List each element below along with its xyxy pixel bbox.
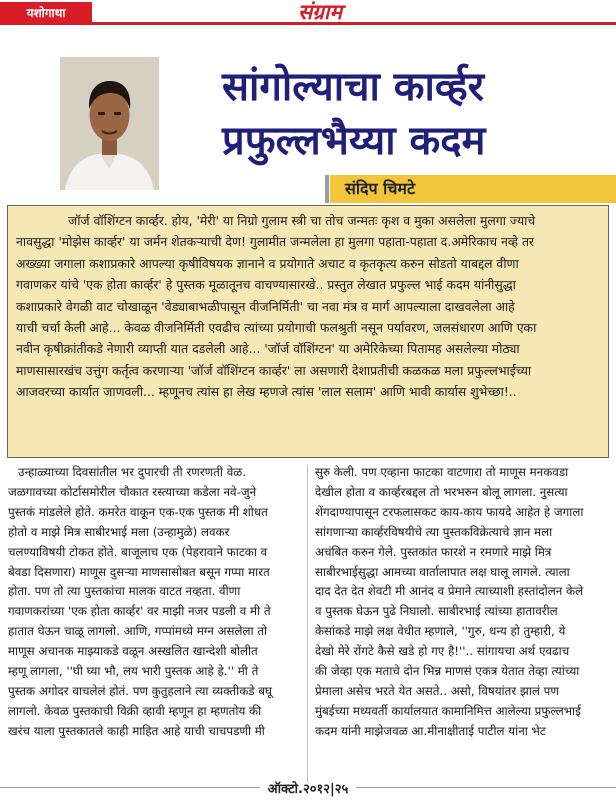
intro-line: जॉर्ज वॉशिंग्टन कार्व्हर. होय, 'मेरी' या निग्रो गुलाम स्त्री चा तोच जन्मतः कृश व मुका असलेला मुलगा ज्याचे (68, 213, 536, 228)
body-line: केसांकडे माझे लक्ष वेधीत म्हणाले, ''गुरु, धन्य हो तुम्हारी, ये (315, 624, 566, 639)
body-line: बेवडा दिसणारा) माणूस दुसऱ्या माणसासोबत बसून गप्पा मारत (8, 564, 270, 579)
intro-line: नवीन कृषीक्रांतीकडे नेणारी व्याप्ती यात दडलेली आहे... 'जॉर्ज वॉशिंग्टन' या अमेरिकेच्या पितामह असलेल्या मोठ्या (16, 341, 520, 357)
article-title (222, 60, 592, 168)
page-number: ऑक्टो.२०१२|२५ (260, 782, 357, 797)
intro-text (16, 210, 604, 403)
intro-line: अख्ख्या जगाला कशाप्रकारे आपल्या कृषीविषयक ज्ञानाने व प्रयोगाते अचाट व कृतकृत्य करुन सोडतो याबद्दल वीणा (16, 255, 519, 271)
body-line: अचंबित करुन गेले. पुस्तकांत फारशे न रमणारे माझे मित्र (315, 544, 552, 559)
body-line: प्रेमाला असेच भरते येत असते.. असो, विषयांतर झालं पण (315, 683, 559, 698)
body-line: चलण्याविषयी टोकत होते. बाजूलाच एक (पेहरावाने फाटका व (8, 544, 268, 559)
page-footer (0, 780, 616, 800)
intro-line: गवाणकर यांचे 'एक होता कार्व्हर' हे पुस्तक मूळातूनच वाचण्यासारखे.. प्रस्तुत लेखात प्रफुल्ल भाई कदम यांनीसुद्धा (16, 277, 516, 293)
body-column-left (8, 463, 299, 742)
column-divider (307, 465, 308, 783)
body-column-right (315, 463, 606, 742)
body-line: उन्हाळ्याच्या दिवसांतील भर दुपारची ती रणरणती वेळ. (18, 465, 246, 479)
body-line: की जेव्हा एक मताचे दोन भिन्न माणसं एकत्र येतात तेव्हा त्यांच्या (315, 664, 580, 679)
body-line: म्हणू लागला, ''घी घ्या भौ, लय भारी पुस्तक आहे हे.'' मी ते (8, 664, 259, 679)
body-line: पुस्तकं मांडलेले होते. कमरेत वाकून एक-एक पुस्तक मी शोधत (8, 504, 268, 519)
body-line: मुंबईच्या मध्यवर्ती कार्यालयात कामानिमित्त आलेल्या प्रफुल्लभाई (315, 703, 581, 718)
body-line: दाद देत देत शेवटी मी आनंद व प्रेमाने त्याच्याशी हस्तांदोलन केले (315, 584, 584, 599)
body-line: जळगावच्या कोर्टासमोरील चौकात रस्त्याच्या कडेला नवे-जुने (8, 484, 257, 499)
body-line: लागलो. केवळ पुस्तकाची विक्री व्हावी म्हणून हा म्हणतोय की (8, 703, 262, 718)
author-name: संदिप चिमटे (345, 179, 416, 198)
body-line: होता. पण तो त्या पुस्तकांचा मालक वाटत नव्हता. वीणा (8, 584, 241, 599)
body-line: साबीरभाईसुद्धा आमच्या वार्तालापात लक्ष घालू लागले. त्याला (315, 564, 570, 579)
title-line: सांगोल्याचा कार्व्हर (222, 63, 485, 110)
title-line: प्रफुल्लभैय्या कदम (222, 117, 486, 164)
body-line: शेंगदाण्यापासून टरफलासकट काय-काय फायदे आहेत हे जगाला (315, 504, 584, 519)
section-label: यशोगाथा (0, 2, 92, 24)
masthead-logo: संग्राम (297, 0, 343, 24)
body-line: सुरु केली. पण एव्हाना फाटका वाटणारा तो माणूस मनकवडा (315, 465, 569, 479)
body-line: कदम यांनी माझेजवळ आ.मीनाक्षीताई पाटील यांना भेट (315, 723, 546, 738)
body-line: होतो व माझे मित्र साबीरभाई मला (उन्हामुळे) लवकर (8, 524, 230, 539)
body-line: हातात घेऊन चाळू लागलो. आणि, गप्पांमध्ये मग्न असलेला तो (8, 624, 268, 639)
body-line: गवाणकरांच्या 'एक होता कार्व्हर' वर माझी नजर पडली व मी ते (8, 604, 271, 619)
body-line: खरंच याला पुस्तकातले काही माहित आहे याची चाचपडणी मी (8, 723, 265, 738)
intro-line: कशाप्रकारे वेगळी वाट चोखाळून 'वेड्याबाभळीपासून वीजनिर्मिती' चा नवा मंत्र व मार्ग आपल्याला दाखवलेला आहे (16, 298, 515, 314)
body-line: पुस्तक अगोदर वाचलेलं होतं. पण कुतुहलाने त्या व्यक्तीकडे बघू (8, 683, 273, 698)
body-line: व पुस्तक घेऊन पुढे निघालो. साबीरभाई त्यांच्या हातावरील (315, 604, 558, 619)
intro-line: याची चर्चा केली आहे... केवळ वीजनिर्मिती एवढीच त्यांच्या प्रयोगाची फलश्रुती नसून पर्यावरण, जलसंधारण आणि एका (16, 320, 537, 336)
person-portrait-icon (60, 57, 159, 190)
body-line: माणूस अचानक माझ्याकडे वळून अस्खलित खान्देशी बोलीत (8, 644, 258, 659)
body-line: देखील होता व कार्व्हरबद्दल तो भरभरुन बोलू लागला. नुसत्या (315, 484, 568, 499)
body-line: देखो मेरे रोंगटे कैसे खडे हो गए है!''.. सांगायचा अर्थ एवढाच (315, 644, 570, 659)
intro-line: माणसासारखंच उत्तुंग कर्तृत्व करणाऱ्या 'जॉर्ज वॉशिंग्टन कार्व्हर' ला असणारी देशाप्रतीची कळकळ मला प्रफुल्लभाईच्या (16, 362, 532, 378)
author-photo (60, 57, 159, 190)
intro-line: नावसुद्धा 'मोझेस कार्व्हर' या जर्मन शेतकऱ्याची देण! गुलामीत जन्मलेला हा मुलगा पहाता-पहाता द.अमेरिकाच नव्हे तर (16, 234, 535, 250)
author-bar-marker (325, 175, 329, 203)
intro-line: आजवरच्या कार्यात जाणवली... म्हणूनच त्यांस हा लेख म्हणजे त्यांस 'लाल सलाम' आणि भावी कार्यास शुभेच्छा!.. (16, 384, 517, 400)
body-line: सांगणाऱ्या कार्व्हरविषयीचे त्या पुस्तकविक्रेत्याचे ज्ञान मला (315, 524, 553, 539)
